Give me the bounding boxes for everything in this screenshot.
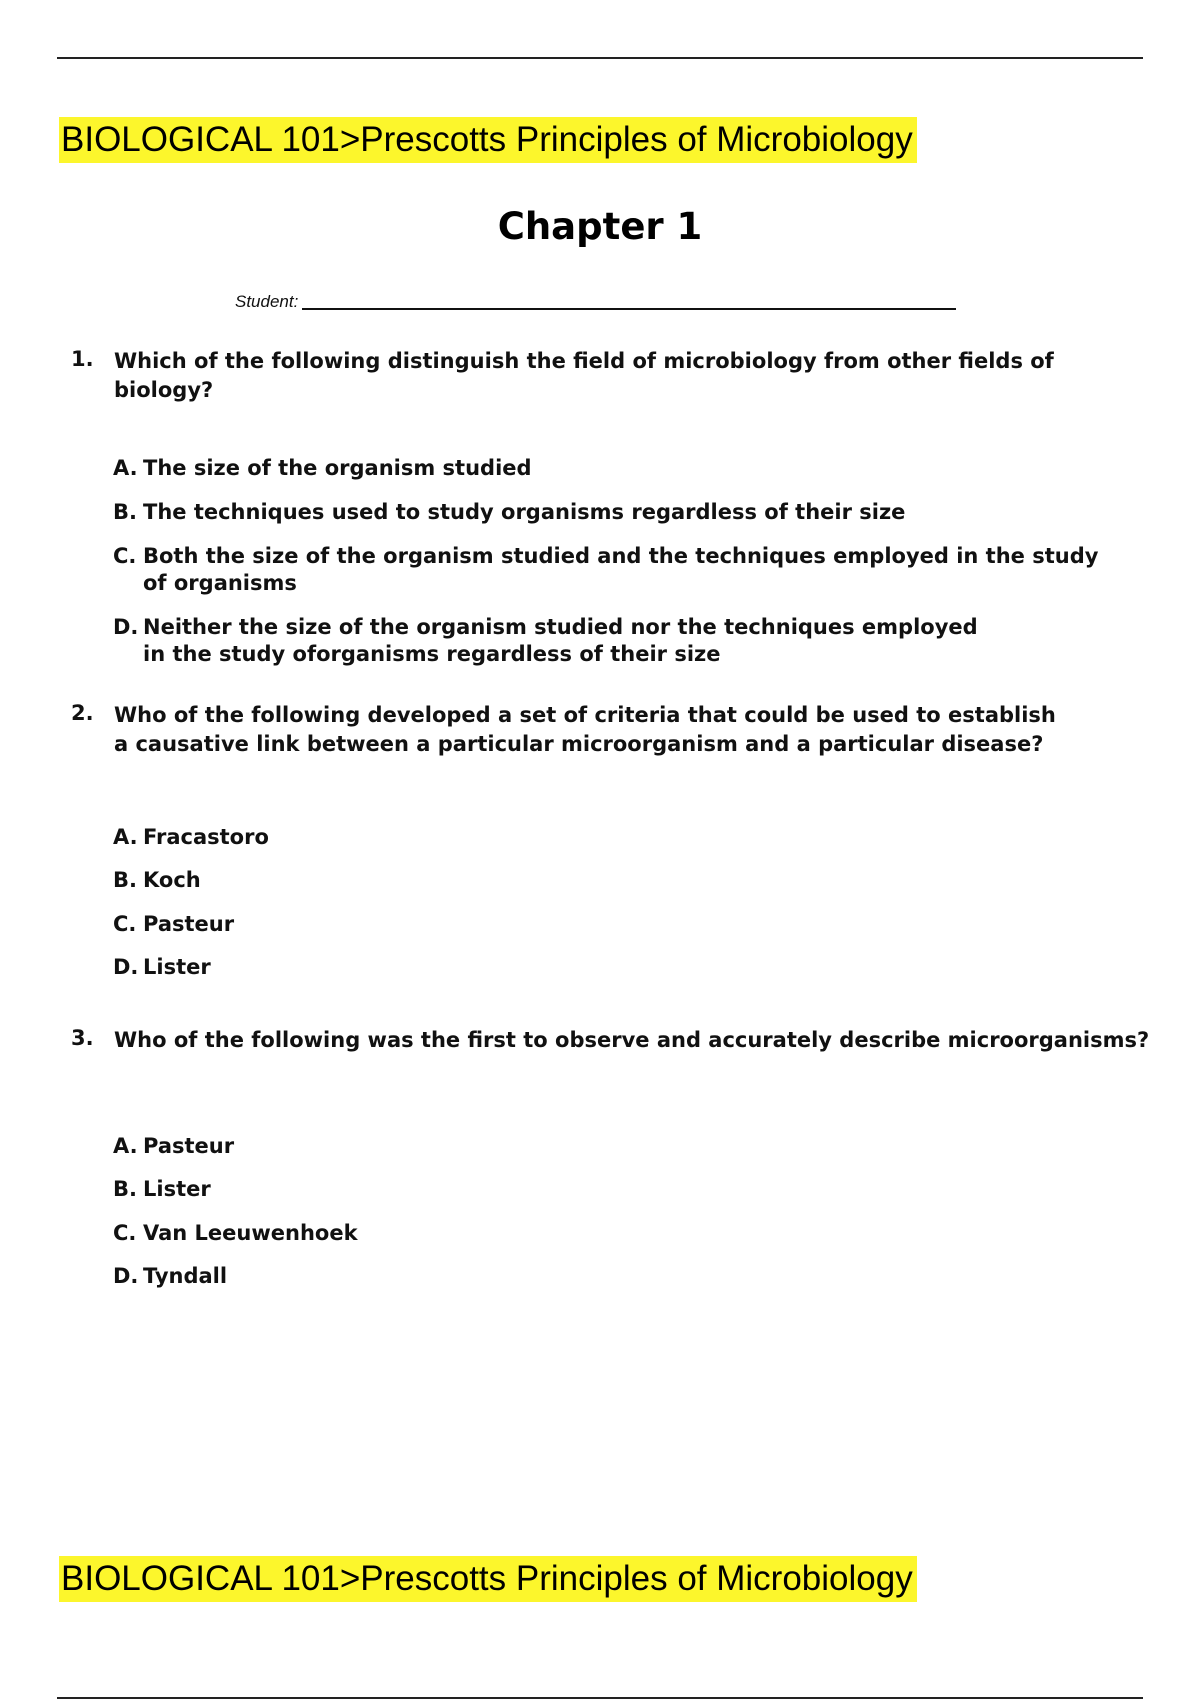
answer-option[interactable] xyxy=(113,1263,1113,1290)
option-letter: A. xyxy=(113,456,138,480)
answer-option[interactable] xyxy=(113,455,1113,482)
option-letter: A. xyxy=(113,1134,138,1158)
option-text: Lister xyxy=(143,955,211,979)
answer-option[interactable] xyxy=(113,1220,1113,1247)
option-letter: C. xyxy=(113,1221,137,1245)
answer-option[interactable] xyxy=(113,867,1113,894)
option-text: The size of the organism studied xyxy=(143,456,532,480)
option-letter: B. xyxy=(113,868,137,892)
question-text: Which of the following distinguish the field of microbiology from other fields of biology? xyxy=(114,349,1054,402)
option-letter: B. xyxy=(113,500,137,524)
option-text: Lister xyxy=(143,1177,211,1201)
option-letter: D. xyxy=(113,615,139,639)
answer-option[interactable] xyxy=(113,954,1113,981)
student-label: Student: xyxy=(235,292,299,311)
option-text: Fracastoro xyxy=(143,825,269,849)
option-text: Pasteur xyxy=(143,1134,235,1158)
answer-option[interactable] xyxy=(113,911,1113,938)
top-rule xyxy=(57,57,1143,59)
option-text: Tyndall xyxy=(143,1264,228,1288)
answer-option[interactable] xyxy=(113,824,1113,851)
question-number: 3. xyxy=(71,1026,94,1050)
option-text: Van Leeuwenhoek xyxy=(143,1221,358,1245)
option-text: Neither the size of the organism studied nor the techniques employed in the study oforganisms regardless of their size xyxy=(143,615,978,666)
answer-option[interactable] xyxy=(113,1133,1113,1160)
question-text: Who of the following was the first to observe and accurately describe microorganisms? xyxy=(114,1028,1150,1052)
option-letter: A. xyxy=(113,825,138,849)
option-text: The techniques used to study organisms regardless of their size xyxy=(143,500,906,524)
option-letter: D. xyxy=(113,1264,139,1288)
course-banner: BIOLOGICAL 101>Prescotts Principles of Microbiology xyxy=(59,117,917,163)
option-letter: C. xyxy=(113,912,137,936)
student-name-line[interactable] xyxy=(302,308,956,310)
question-text: Who of the following developed a set of criteria that could be used to establish a causative link between a particular microorganism and a particular disease? xyxy=(114,703,1056,756)
option-letter: D. xyxy=(113,955,139,979)
answer-option[interactable] xyxy=(113,1176,1113,1203)
option-letter: B. xyxy=(113,1177,137,1201)
bottom-rule xyxy=(57,1697,1143,1699)
question-number: 2. xyxy=(71,701,94,725)
answer-option[interactable] xyxy=(113,543,1113,597)
option-text: Both the size of the organism studied and the techniques employed in the study of organisms xyxy=(143,544,1099,595)
option-text: Pasteur xyxy=(143,912,235,936)
student-field xyxy=(235,292,956,312)
answer-option[interactable] xyxy=(113,499,1113,526)
option-letter: C. xyxy=(113,544,137,568)
question-number: 1. xyxy=(71,347,94,371)
footer-banner: BIOLOGICAL 101>Prescotts Principles of Microbiology xyxy=(59,1556,917,1602)
chapter-title: Chapter 1 xyxy=(497,205,703,248)
option-text: Koch xyxy=(143,868,201,892)
answer-option[interactable] xyxy=(113,614,993,668)
